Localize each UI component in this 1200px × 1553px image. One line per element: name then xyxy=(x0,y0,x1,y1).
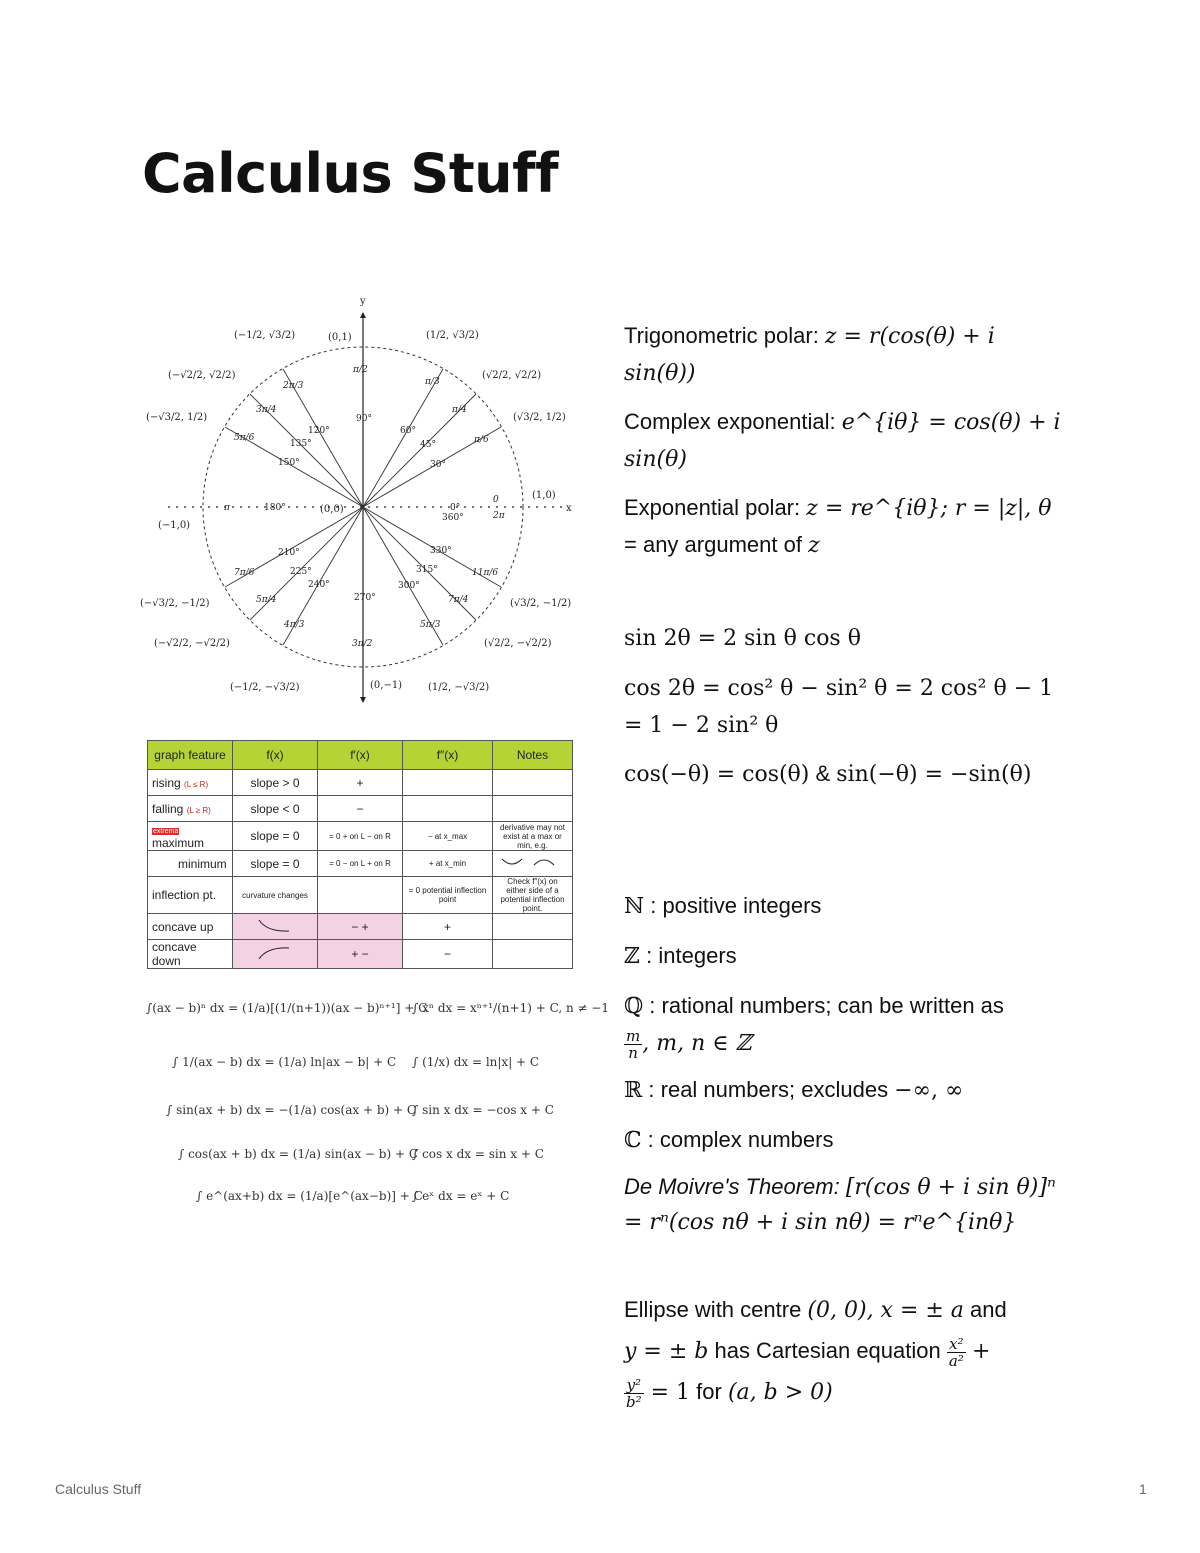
svg-text:330°: 330° xyxy=(430,546,452,556)
integral-formulas xyxy=(140,985,610,1215)
unit-circle-diagram xyxy=(138,290,578,710)
set-rationals: ℚ : rational numbers; can be written as $\frac{m}{n}$ , m, n ∈ ℤ xyxy=(624,993,1004,1062)
fraction-x2-over-a2: $\frac{\text{x²}}{\text{a²}}$ xyxy=(948,1334,964,1370)
svg-text:5π/3: 5π/3 xyxy=(420,620,441,630)
svg-text:135°: 135° xyxy=(290,439,312,449)
table-row: concave down + − − xyxy=(148,940,573,969)
svg-text:315°: 315° xyxy=(416,565,438,575)
svg-text:11π/6: 11π/6 xyxy=(472,568,499,578)
even-odd-identities: cos(−θ) = cos(θ) & sin(−θ) = −sin(θ) xyxy=(624,761,1032,787)
ellipse-equation: Ellipse with centre (0, 0), x = ± a and y = ± b has Cartesian equation $\frac{\text{x²}}{\text{a²}}$ + $\frac{\text{y²}}{\text{b²}}$ = 1 for (a, b > 0) xyxy=(624,1297,1007,1411)
concave-up-sketch xyxy=(233,914,318,940)
svg-text:90°: 90° xyxy=(356,414,372,424)
svg-text:(−√2/2, √2/2): (−√2/2, √2/2) xyxy=(168,370,236,381)
svg-text:3π/4: 3π/4 xyxy=(256,405,277,415)
svg-text:5π/4: 5π/4 xyxy=(256,595,277,605)
svg-text:(√2/2, −√2/2): (√2/2, −√2/2) xyxy=(484,638,552,649)
svg-text:225°: 225° xyxy=(290,567,312,577)
exponential-polar-form: Exponential polar: z = re^{iθ}; r = |z|, θ = any argument of z xyxy=(624,495,1052,558)
integral-formula: ∫ e^(ax+b) dx = (1/a)[e^(ax−b)] + C xyxy=(196,1189,423,1203)
svg-text:4π/3: 4π/3 xyxy=(284,620,305,630)
double-angle-cos: cos 2θ = cos² θ − sin² θ = 2 cos² θ − 1 = 1 − 2 sin² θ xyxy=(624,676,1054,738)
integral-formula: ∫ sin x dx = −cos x + C xyxy=(412,1103,554,1117)
double-angle-sin: sin 2θ = 2 sin θ cos θ xyxy=(624,626,861,651)
bottom-point-label: (0,−1) xyxy=(370,680,403,691)
svg-text:(1/2, √3/2): (1/2, √3/2) xyxy=(426,330,479,341)
integral-formula: ∫ cos x dx = sin x + C xyxy=(412,1147,544,1161)
integral-formula: ∫ cos(ax + b) dx = (1/a) sin(ax − b) + C xyxy=(178,1147,419,1161)
set-complex: ℂ : complex numbers xyxy=(624,1127,834,1153)
svg-text:0°: 0° xyxy=(450,503,461,513)
svg-text:(1/2, −√3/2): (1/2, −√3/2) xyxy=(428,682,490,693)
svg-text:5π/6: 5π/6 xyxy=(234,433,255,443)
set-naturals: ℕ : positive integers xyxy=(624,893,822,919)
svg-text:120°: 120° xyxy=(308,426,330,436)
svg-text:(−1/2, −√3/2): (−1/2, −√3/2) xyxy=(230,682,300,693)
svg-text:300°: 300° xyxy=(398,581,420,591)
table-header: graph feature xyxy=(148,741,233,770)
integral-formula: ∫(ax − b)ⁿ dx = (1/a)[(1/(n+1))(ax − b)ⁿ⁺¹] + C xyxy=(146,1001,428,1015)
svg-text:π/6: π/6 xyxy=(474,435,489,445)
extrema-badge: extrema xyxy=(153,828,179,835)
svg-text:(−√3/2, −1/2): (−√3/2, −1/2) xyxy=(140,598,210,609)
table-row: falling (L ≥ R) slope < 0 − xyxy=(148,796,573,822)
svg-text:210°: 210° xyxy=(278,548,300,558)
fraction-m-over-n: $\frac{m}{n}$ xyxy=(626,1026,641,1062)
fraction-y2-over-b2: $\frac{\text{y²}}{\text{b²}}$ xyxy=(626,1375,642,1411)
svg-text:240°: 240° xyxy=(308,580,330,590)
svg-text:60°: 60° xyxy=(400,426,416,436)
integral-formula: ∫ sin(ax + b) dx = −(1/a) cos(ax + b) + C xyxy=(166,1103,417,1117)
svg-text:(−√2/2, −√2/2): (−√2/2, −√2/2) xyxy=(154,638,230,649)
table-header: f″(x) xyxy=(403,741,493,770)
svg-text:2π/3: 2π/3 xyxy=(283,381,304,391)
graph-feature-table xyxy=(147,740,573,969)
svg-text:7π/6: 7π/6 xyxy=(234,568,255,578)
y-axis-label: y xyxy=(360,296,366,307)
top-point-label: (0,1) xyxy=(328,332,352,343)
table-row: inflection pt. curvature changes = 0 potential inflection point Check f″(x) on either side of a potential inflection point. xyxy=(148,877,573,914)
svg-text:(√2/2, √2/2): (√2/2, √2/2) xyxy=(482,370,542,381)
svg-text:(−1/2, √3/2): (−1/2, √3/2) xyxy=(234,330,296,341)
x-axis-label: x xyxy=(566,503,572,514)
integral-formula: ∫ eˣ dx = eˣ + C xyxy=(412,1189,510,1203)
set-reals: ℝ : real numbers; excludes −∞, ∞ xyxy=(624,1077,964,1103)
svg-text:360°: 360° xyxy=(442,513,464,523)
de-moivre-theorem: De Moivre's Theorem: [r(cos θ + i sin θ)]ⁿ = rⁿ(cos nθ + i sin nθ) = rⁿe^{inθ} xyxy=(624,1174,1056,1235)
table-header: f(x) xyxy=(233,741,318,770)
table-header: f′(x) xyxy=(318,741,403,770)
svg-text:2π: 2π xyxy=(493,511,505,521)
svg-text:(−√3/2, 1/2): (−√3/2, 1/2) xyxy=(146,412,208,423)
svg-text:7π/4: 7π/4 xyxy=(448,595,469,605)
svg-text:π/2: π/2 xyxy=(353,365,368,375)
concave-down-sketch xyxy=(233,940,318,969)
svg-text:0: 0 xyxy=(493,495,499,505)
integral-formula: ∫ xⁿ dx = xⁿ⁺¹/(n+1) + C, n ≠ −1 xyxy=(412,1001,610,1015)
svg-text:π/3: π/3 xyxy=(425,377,440,387)
footer-title: Calculus Stuff xyxy=(55,1481,142,1497)
table-row: minimum slope = 0 = 0 − on L + on R + at x_min xyxy=(148,851,573,877)
table-header-row xyxy=(148,741,573,770)
svg-text:3π/2: 3π/2 xyxy=(352,639,373,649)
right-point-label: (1,0) xyxy=(532,490,556,501)
page-title: Calculus Stuff xyxy=(142,142,559,205)
left-point-label: (−1,0) xyxy=(158,520,191,531)
table-row: extremamaximum slope = 0 = 0 + on L − on R − at x_max derivative may not exist at a max or min, e.g. xyxy=(148,822,573,851)
svg-text:π/4: π/4 xyxy=(452,405,467,415)
svg-text:150°: 150° xyxy=(278,458,300,468)
svg-text:π: π xyxy=(224,503,230,513)
set-integers: ℤ : integers xyxy=(624,943,737,969)
svg-text:(√3/2, 1/2): (√3/2, 1/2) xyxy=(513,412,566,423)
table-row: concave up − + + xyxy=(148,914,573,940)
table-header: Notes xyxy=(493,741,573,770)
trig-polar-form: Trigonometric polar: z = r(cos(θ) + i sin(θ)) xyxy=(624,323,995,386)
page-number: 1 xyxy=(1139,1481,1147,1497)
integral-formula: ∫ (1/x) dx = ln|x| + C xyxy=(412,1055,540,1069)
svg-text:180°: 180° xyxy=(264,503,286,513)
svg-text:(√3/2, −1/2): (√3/2, −1/2) xyxy=(510,598,572,609)
origin-label: (0,0) xyxy=(320,504,344,515)
curve-sketch xyxy=(493,851,573,877)
complex-exponential: Complex exponential: e^{iθ} = cos(θ) + i sin(θ) xyxy=(624,409,1061,472)
svg-text:45°: 45° xyxy=(420,440,436,450)
svg-text:30°: 30° xyxy=(430,460,446,470)
integral-formula: ∫ 1/(ax − b) dx = (1/a) ln|ax − b| + C xyxy=(172,1055,397,1069)
svg-text:270°: 270° xyxy=(354,593,376,603)
table-row: rising (L ≤ R) slope > 0 + xyxy=(148,770,573,796)
